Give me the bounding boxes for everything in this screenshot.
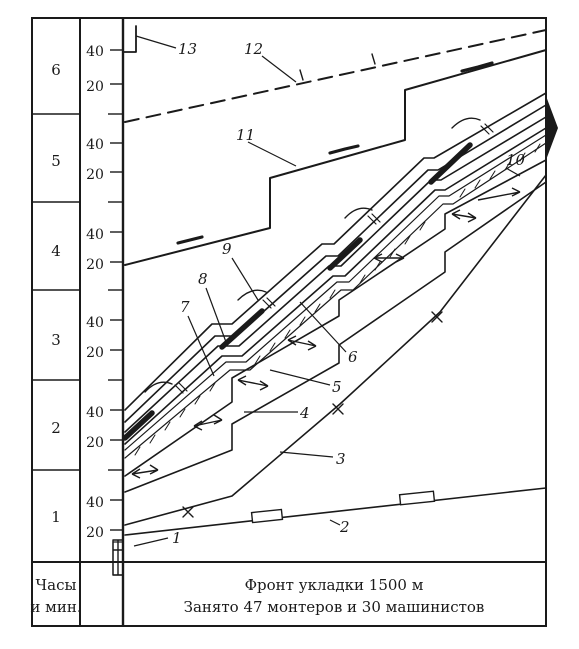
line-1-block — [113, 540, 123, 575]
minute-label-20: 20 — [86, 167, 104, 183]
callout-1: 1 — [172, 529, 182, 547]
axis-caption-line2: и мин. — [30, 598, 82, 616]
line-12-marks — [300, 54, 375, 80]
hour-label-4: 4 — [51, 242, 61, 260]
minute-label-20: 20 — [86, 525, 104, 541]
callout-11: 11 — [236, 126, 256, 144]
callout-4: 4 — [300, 404, 310, 422]
line-4 — [125, 182, 546, 492]
callout-10: 10 — [506, 151, 526, 169]
minute-label-20: 20 — [86, 79, 104, 95]
line-8-heavy — [125, 145, 470, 438]
callout-12: 12 — [244, 40, 264, 58]
minute-label-40: 40 — [86, 227, 104, 243]
line-13-marker — [123, 26, 136, 52]
axis-caption-line1: Часы — [35, 576, 77, 594]
callout-2: 2 — [340, 518, 350, 536]
line-6-hatched-top — [125, 135, 546, 450]
hour-labels — [51, 61, 61, 526]
hour-label-3: 3 — [51, 331, 61, 349]
minute-label-20: 20 — [86, 257, 104, 273]
caption-staff: Занято 47 монтеров и 30 машинистов — [183, 598, 485, 616]
line-10-edge-wedge — [546, 96, 558, 160]
minute-label-20: 20 — [86, 345, 104, 361]
diagram-frame — [32, 18, 546, 626]
callout-5: 5 — [332, 378, 342, 396]
hour-label-2: 2 — [51, 419, 61, 437]
movement-arrows — [132, 188, 520, 478]
minute-label-40: 40 — [86, 137, 104, 153]
minute-label-40: 40 — [86, 495, 104, 511]
callout-7: 7 — [180, 298, 190, 316]
hour-label-6: 6 — [51, 61, 61, 79]
line-3-cross-marks — [183, 312, 442, 517]
hour-label-5: 5 — [51, 152, 61, 170]
minute-label-20: 20 — [86, 435, 104, 451]
minute-label-40: 40 — [86, 44, 104, 60]
line-5 — [125, 160, 546, 476]
callout-13: 13 — [178, 40, 198, 58]
minute-label-40: 40 — [86, 315, 104, 331]
hour-label-1: 1 — [51, 508, 61, 526]
callout-8: 8 — [198, 270, 208, 288]
callout-9: 9 — [222, 240, 232, 258]
caption-front: Фронт укладки 1500 м — [244, 576, 424, 594]
minute-labels — [86, 44, 104, 541]
callout-3: 3 — [336, 450, 346, 468]
callout-6: 6 — [348, 348, 358, 366]
line-9-humps — [145, 118, 480, 392]
line-3 — [125, 175, 546, 525]
line-11-stepped — [125, 50, 546, 265]
minute-label-40: 40 — [86, 405, 104, 421]
